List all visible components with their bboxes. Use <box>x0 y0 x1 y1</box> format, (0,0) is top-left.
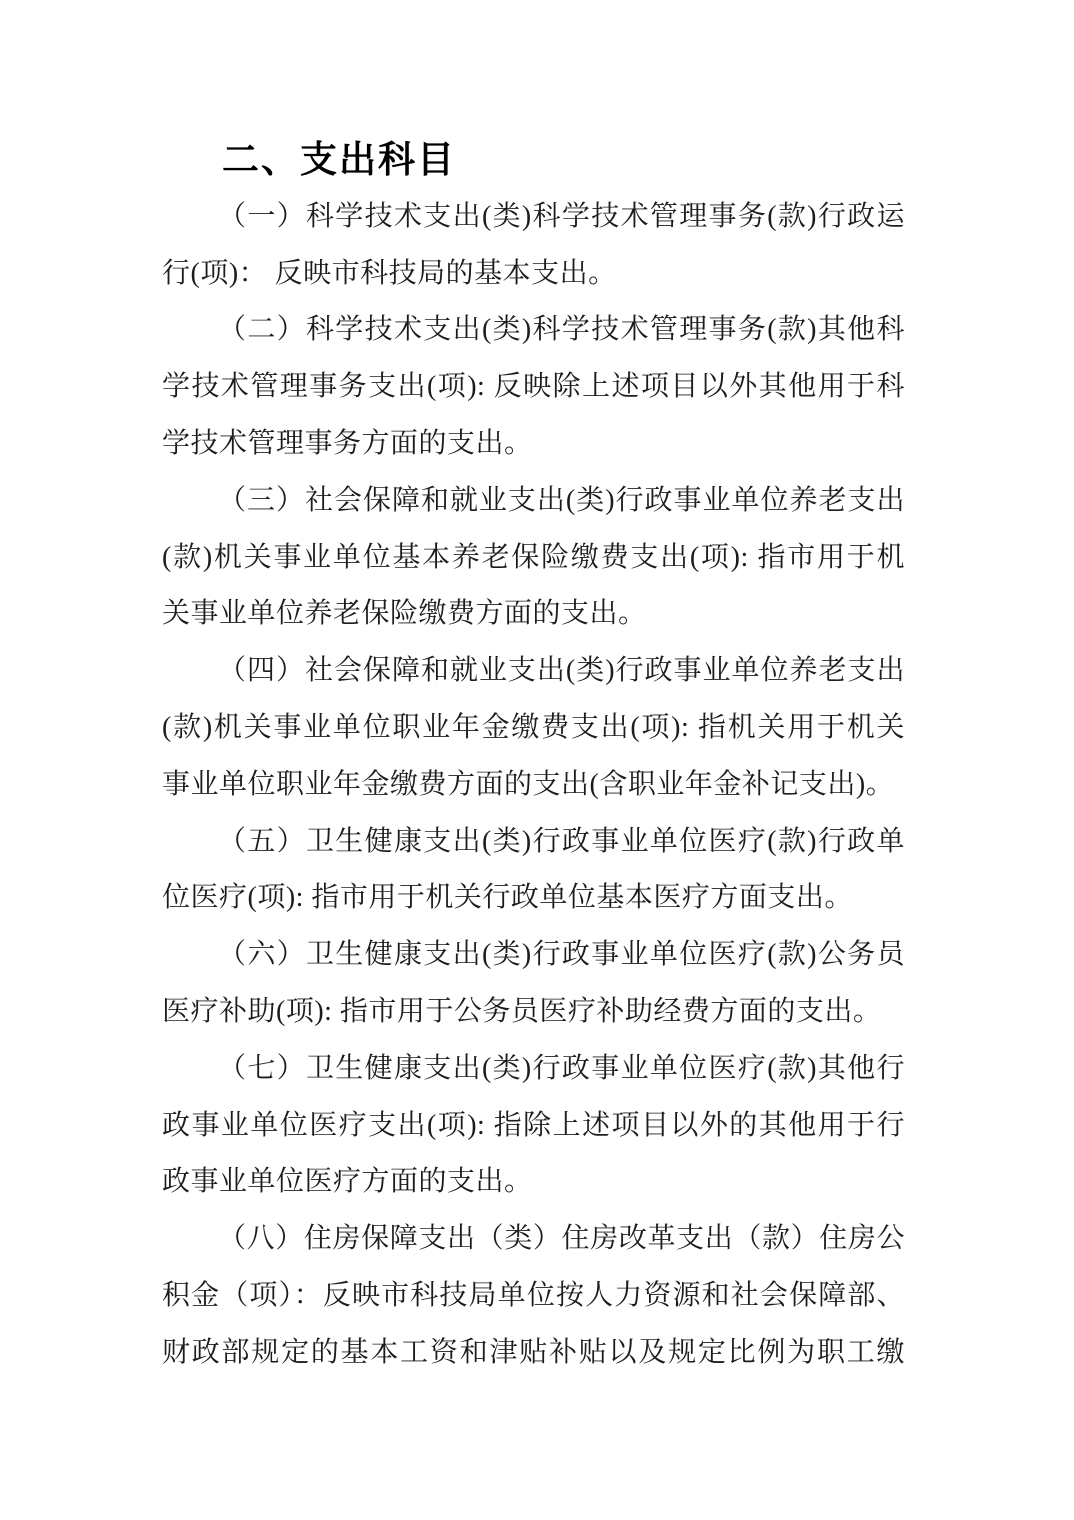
text-line: 政事业单位医疗支出(项): 指除上述项目以外的其他用于行 <box>162 1109 905 1141</box>
text-line: 行(项)： 反映市科技局的基本支出。 <box>162 257 617 289</box>
text-line: （七）卫生健康支出(类)行政事业单位医疗(款)其他行 <box>218 1052 905 1084</box>
paragraph <box>162 1211 905 1381</box>
text-line: （八）住房保障支出（类）住房改革支出（款）住房公 <box>218 1223 905 1255</box>
text-line: （五）卫生健康支出(类)行政事业单位医疗(款)行政单 <box>218 825 905 857</box>
text-line: 关事业单位养老保险缴费方面的支出。 <box>162 598 647 630</box>
paragraph <box>162 643 905 813</box>
paragraph <box>162 302 905 472</box>
paragraph <box>162 1041 905 1211</box>
text-line: 政事业单位医疗方面的支出。 <box>162 1166 533 1198</box>
text-line: 位医疗(项): 指市用于机关行政单位基本医疗方面支出。 <box>162 882 853 914</box>
text-line: 学技术管理事务方面的支出。 <box>162 427 533 459</box>
paragraph <box>162 814 905 928</box>
paragraph <box>162 927 905 1041</box>
text-line: (款)机关事业单位职业年金缴费支出(项): 指机关用于机关 <box>162 711 905 743</box>
text-line: （四）社会保障和就业支出(类)行政事业单位养老支出 <box>218 655 905 687</box>
text-line: （二）科学技术支出(类)科学技术管理事务(款)其他科 <box>218 314 905 346</box>
text-line: 学技术管理事务支出(项): 反映除上述项目以外其他用于科 <box>162 371 905 403</box>
text-line: （一）科学技术支出(类)科学技术管理事务(款)行政运 <box>218 200 905 232</box>
text-line: 医疗补助(项): 指市用于公务员医疗补助经费方面的支出。 <box>162 995 882 1027</box>
document-body <box>162 189 905 1382</box>
text-line: 财政部规定的基本工资和津贴补贴以及规定比例为职工缴 <box>162 1336 905 1368</box>
text-line: （六）卫生健康支出(类)行政事业单位医疗(款)公务员 <box>218 939 905 971</box>
text-line: （三）社会保障和就业支出(类)行政事业单位养老支出 <box>218 484 905 516</box>
paragraph <box>162 473 905 643</box>
paragraph <box>162 189 905 303</box>
section-heading: 二、支出科目 <box>222 139 456 180</box>
text-line: 事业单位职业年金缴费方面的支出(含职业年金补记支出)。 <box>162 768 895 800</box>
text-line: 积金（项）：反映市科技局单位按人力资源和社会保障部、 <box>162 1279 905 1311</box>
text-line: (款)机关事业单位基本养老保险缴费支出(项): 指市用于机 <box>162 541 905 573</box>
